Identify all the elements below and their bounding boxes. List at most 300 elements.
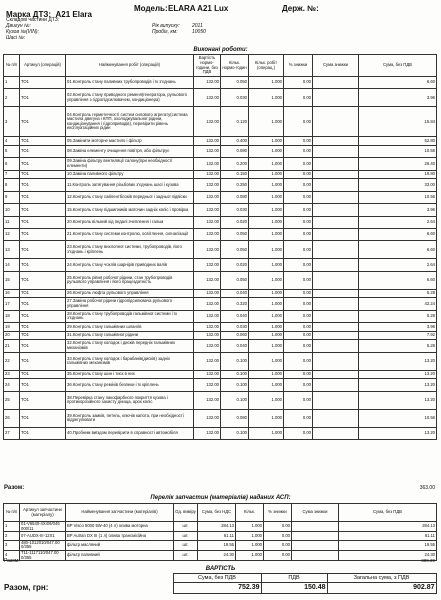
table-row [4,427,437,439]
works-cell-disc: 0.00 [284,137,313,146]
table-row [4,370,437,379]
works-cell-qty: 1.000 [249,271,284,289]
works-cell-name: 29.Контроль стану гальмівних шлангів [66,323,194,332]
works-cell-rate: 132.00 [194,158,221,170]
works-cell-hours: 0.040 [221,289,249,298]
works-cell-qty: 1.000 [249,241,284,259]
works-cell-dsum [313,323,359,332]
works-cell-n: 23 [4,370,20,379]
works-cell-art: ТО1 [20,391,66,409]
works-cell-n: 26 [4,409,20,427]
works-cell-disc: 0.00 [284,352,313,370]
works-cell-disc: 0.00 [284,331,313,340]
table-row [4,170,437,179]
works-col-header: Сума, без ПДВ [359,55,437,77]
works-cell-disc: 0.00 [284,170,313,179]
parts-total-row [3,558,436,564]
parts-col-header: № п/п [4,504,20,522]
works-cell-art: ТО1 [20,379,66,391]
works-cell-sum: 6.60 [359,241,437,259]
works-cell-sum: 13.20 [359,427,437,439]
works-cell-rate: 132.00 [194,391,221,409]
works-cell-rate: 132.00 [194,259,221,271]
parts-col-header: Сума, без НДС [198,504,236,522]
works-cell-qty: 1.000 [249,107,284,137]
works-cell-sum: 10.56 [359,145,437,157]
works-cell-qty: 1.000 [249,77,284,89]
works-cell-hours: 0.250 [221,179,249,191]
works-cell-name: 25.Контроль рівня робочої рідини, стан трубопроводів рульового управління і його працездатність [66,271,194,289]
table-row [4,298,437,310]
parts-cell-sum: 284.13 [339,522,437,532]
works-cell-hours: 0.320 [221,298,249,310]
works-cell-hours: 0.030 [221,89,249,107]
year-label: Рік випуску: [152,23,180,29]
works-cell-qty: 1.000 [249,89,284,107]
works-cell-hours: 0.100 [221,370,249,379]
parts-cell-dsum [292,532,339,541]
parts-cell-unit: шт. [174,550,198,560]
works-cell-rate: 132.00 [194,379,221,391]
works-cell-art: ТО1 [20,298,66,310]
parts-cell-sum: 61.11 [339,532,437,541]
works-cell-n: 12 [4,228,20,240]
works-cell-dsum [313,331,359,340]
parts-cell-qty: 1.000 [236,540,264,550]
works-cell-n: 4 [4,137,20,146]
works-cell-rate: 132.00 [194,170,221,179]
works-cell-name: 36.Контроль стану ремінів безпеки і їх кріплень [66,379,194,391]
works-cell-sum: 13.20 [359,370,437,379]
works-cell-dsum [313,289,359,298]
works-cell-dsum [313,170,359,179]
works-cell-n: 7 [4,170,20,179]
table-row [4,259,437,271]
works-cell-n: 18 [4,310,20,322]
works-cell-dsum [313,340,359,352]
works-cell-name: 09.Заміна фільтру вентиляції салону(при необхідності елементи) [66,158,194,170]
works-cell-name: 32.Контроль стану колодок і дисків передніх гальмівних механізмів [66,340,194,352]
works-cell-name: 08.Заміна елементу очищення повітря, або фільтрує [66,145,194,157]
works-cell-disc: 0.00 [284,370,313,379]
works-cell-disc: 0.00 [284,191,313,203]
works-cell-n: 19 [4,323,20,332]
parts-cell-price: 284.13 [198,522,236,532]
works-cell-qty: 1.000 [249,370,284,379]
parts-col-header: Кільк. [236,504,264,522]
works-cell-art: ТО1 [20,323,66,332]
works-cell-dsum [313,179,359,191]
parts-cell-price: 24.30 [198,550,236,560]
mileage-value: 10050 [192,29,206,35]
works-cell-qty: 1.000 [249,391,284,409]
table-row [4,323,437,332]
works-cell-art: ТО1 [20,179,66,191]
summary-title: ВАРТІСТЬ [205,566,236,572]
works-cell-hours: 0.080 [221,191,249,203]
table-row [4,391,437,409]
table-row [4,331,437,340]
parts-col-header: Артикул запчастини (матеріалу) [20,504,66,522]
works-cell-qty: 1.000 [249,289,284,298]
works-cell-sum: 13.20 [359,391,437,409]
works-cell-n: 14 [4,259,20,271]
works-cell-dsum [313,158,359,170]
works-cell-dsum [313,298,359,310]
works-cell-n: 8 [4,179,20,191]
works-cell-dsum [313,391,359,409]
works-cell-sum: 6.60 [359,228,437,240]
works-cell-hours: 0.040 [221,310,249,322]
works-cell-dsum [313,204,359,216]
works-cell-dsum [313,145,359,157]
works-cell-hours: 0.040 [221,340,249,352]
parts-cell-sum: 24.30 [339,550,437,560]
parts-col-header: Сума, без ПДВ [339,504,437,522]
works-cell-name: 02.Контроль стану приводного ременя(генератора, рульового управління з гідропідсилювачем, кондиціонера) [66,89,194,107]
parts-col-header: Од. виміру [174,504,198,522]
works-col-header: Кільк. робіт (операц.) [249,55,284,77]
works-cell-disc: 0.00 [284,216,313,228]
works-cell-name: 28.Контроль стану трубопроводів гальмівної системи і їх з'єднань [66,310,194,322]
works-cell-art: ТО1 [20,427,66,439]
works-cell-rate: 132.00 [194,179,221,191]
works-cell-dsum [313,216,359,228]
works-cell-sum: 2.64 [359,216,437,228]
works-cell-sum: 42.24 [359,298,437,310]
table-row [4,310,437,322]
works-cell-art: ТО1 [20,191,66,203]
works-cell-hours: 0.030 [221,204,249,216]
works-cell-name: 12.Контроль стану сайлентблоків передньої і задньої підвіски [66,191,194,203]
works-cell-qty: 1.000 [249,409,284,427]
works-cell-disc: 0.00 [284,427,313,439]
works-cell-art: ТО1 [20,204,66,216]
make-value: A21 Elara [55,10,92,19]
works-cell-qty: 1.000 [249,170,284,179]
table-row [4,289,437,298]
works-cell-disc: 0.00 [284,340,313,352]
works-cell-n: 6 [4,158,20,170]
works-cell-rate: 132.00 [194,331,221,340]
works-cell-hours: 0.400 [221,137,249,146]
parts-cell-price: 19.55 [198,540,236,550]
works-cell-n: 20 [4,331,20,340]
works-cell-art: ТО1 [20,370,66,379]
works-cell-art: ТО1 [20,271,66,289]
works-col-header: Артикул (операцій) [20,55,66,77]
works-cell-disc: 0.00 [284,77,313,89]
parts-cell-disc: 0.00 [264,532,292,541]
parts-cell-name: фільтр паливний [66,550,174,560]
works-cell-rate: 132.00 [194,77,221,89]
works-col-header: Найменування робіт (операцій) [66,55,194,77]
works-cell-art: ТО1 [20,158,66,170]
parts-col-header: Найменування запчастини (матеріалів) [66,504,174,522]
works-cell-art: ТО1 [20,331,66,340]
works-cell-sum: 5.28 [359,289,437,298]
works-cell-n: 2 [4,89,20,107]
table-row [4,241,437,259]
works-cell-qty: 1.000 [249,179,284,191]
summary-vat: 150.48 [261,583,327,594]
works-table [3,54,437,440]
table-row [4,77,437,89]
works-cell-dsum [313,379,359,391]
works-cell-disc: 0.00 [284,158,313,170]
works-cell-rate: 132.00 [194,271,221,289]
parts-cell-dsum [292,522,339,532]
works-cell-rate: 132.00 [194,107,221,137]
parts-col-header: % знижки [264,504,292,522]
works-cell-art: ТО1 [20,145,66,157]
works-cell-disc: 0.00 [284,179,313,191]
works-cell-rate: 132.00 [194,289,221,298]
works-cell-qty: 1.000 [249,145,284,157]
works-cell-hours: 0.100 [221,427,249,439]
works-cell-art: ТО1 [20,289,66,298]
parts-cell-unit: шт. [174,522,198,532]
make-label: Марка ДТЗ: [6,10,52,19]
works-cell-n: 21 [4,340,20,352]
works-cell-dsum [313,241,359,259]
parts-cell-art: 07-AUDX-III-12X1 [20,532,66,541]
works-cell-name: 31.Контроль стану гальмівної рідини [66,331,194,340]
works-cell-disc: 0.00 [284,298,313,310]
parts-cell-name: BP Autran DX III (1 л) олива трансмісійна [66,532,174,541]
works-cell-art: ТО1 [20,89,66,107]
works-cell-hours: 0.050 [221,241,249,259]
works-cell-art: ТО1 [20,77,66,89]
parts-table [3,503,437,561]
works-cell-disc: 0.00 [284,409,313,427]
works-cell-name: 27.Заміна робочої рідини гідропідсилювача рульового управління [66,298,194,310]
works-cell-sum: 19.80 [359,170,437,179]
works-col-header: % знижки [284,55,313,77]
works-cell-hours: 0.020 [221,216,249,228]
parts-total-label: Разом: [4,558,20,564]
table-row [4,179,437,191]
parts-total-value: 389.39 [421,558,435,563]
works-cell-qty: 1.000 [249,379,284,391]
works-cell-qty: 1.000 [249,323,284,332]
works-cell-sum: 3.96 [359,89,437,107]
works-cell-qty: 1.000 [249,204,284,216]
parts-cell-n: 2 [4,532,20,541]
parts-cell-disc: 0.00 [264,522,292,532]
works-cell-sum: 3.96 [359,323,437,332]
works-cell-hours: 0.150 [221,170,249,179]
parts-cell-name: фільтр масляний [66,540,174,550]
works-cell-hours: 0.120 [221,107,249,137]
table-row [4,228,437,240]
model-label: Модель: [134,4,168,13]
works-cell-sum: 13.20 [359,379,437,391]
works-cell-name: 38.Перевірка стану лакофарбного покриття кузова і протикорозійного захисту днища, арок коліс [66,391,194,409]
works-cell-n: 3 [4,107,20,137]
works-col-header: № п/п [4,55,20,77]
table-row [4,107,437,137]
summary-col-sum: Сума, без ПДВ [173,574,261,583]
works-cell-sum: 6.60 [359,77,437,89]
works-cell-name: 21.Контроль стану системи контролю, освітлення, сигналізації [66,228,194,240]
works-cell-dsum [313,427,359,439]
works-cell-name: 10.Заміна паливного фільтру [66,170,194,179]
parts-cell-qty: 1.000 [236,532,264,541]
works-cell-name: 23.Контроль стану вихлопної системи, трубопроводів, його з'єднань і кріплень [66,241,194,259]
works-cell-rate: 132.00 [194,323,221,332]
works-cell-rate: 132.00 [194,89,221,107]
works-cell-disc: 0.00 [284,107,313,137]
works-cell-qty: 1.000 [249,331,284,340]
works-cell-rate: 132.00 [194,137,221,146]
works-cell-name: 39.Контроль замків, петель, ключів капота, при необхідності відрегулювати [66,409,194,427]
works-cell-name: 20.Контроль вільний хід педалі зчеплення і гальм [66,216,194,228]
engine-label: Двигун №: [6,23,31,29]
chassis-label: Шасі №: [6,35,26,41]
table-row [4,89,437,107]
works-cell-name: 26.Контроль люфта рульового управління [66,289,194,298]
works-col-header: Сума знижки [313,55,359,77]
works-cell-rate: 132.00 [194,310,221,322]
works-cell-sum: 15.84 [359,107,437,137]
works-cell-qty: 1.000 [249,259,284,271]
summary-col-vat: ПДВ [261,574,327,583]
works-cell-rate: 132.00 [194,145,221,157]
parts-cell-sum: 19.55 [339,540,437,550]
body-label: Кузов №(VIN): [6,29,39,35]
parts-col-header: Сума знижки [292,504,339,522]
works-cell-n: 25 [4,391,20,409]
parts-cell-n: 1 [4,522,20,532]
works-cell-dsum [313,107,359,137]
works-cell-sum: 5.28 [359,340,437,352]
works-cell-name: 01.Контроль стану паливних трубопроводів і їх з'єднань [66,77,194,89]
summary-label: Разом, грн: [4,582,49,592]
works-cell-disc: 0.00 [284,241,313,259]
works-cell-art: ТО1 [20,310,66,322]
parts-cell-disc: 0.00 [264,540,292,550]
works-cell-art: ТО1 [20,216,66,228]
works-cell-disc: 0.00 [284,259,313,271]
works-cell-qty: 1.000 [249,352,284,370]
model-value: ELARA A21 Lux [168,4,229,13]
parts-cell-art: T11-1117110/047.00 0/355 [20,550,66,560]
works-cell-dsum [313,259,359,271]
parts-cell-disc: 0.00 [264,550,292,560]
table-row [4,271,437,289]
works-cell-dsum [313,137,359,146]
summary-total: 902.87 [327,583,436,594]
works-cell-rate: 132.00 [194,427,221,439]
works-cell-art: ТО1 [20,228,66,240]
works-col-header: Кільк. нормо-годин [221,55,249,77]
works-cell-n: 24 [4,379,20,391]
summary-sum: 752.39 [173,583,261,594]
works-cell-hours: 0.100 [221,352,249,370]
works-cell-sum: 33.00 [359,179,437,191]
works-cell-hours: 0.080 [221,409,249,427]
table-row [4,532,437,541]
works-cell-name: 35.Контроль стану шин і тиск в них [66,370,194,379]
works-cell-qty: 1.000 [249,137,284,146]
works-cell-art: ТО1 [20,352,66,370]
works-cell-art: ТО1 [20,107,66,137]
works-cell-n: 16 [4,289,20,298]
works-cell-dsum [313,370,359,379]
works-cell-art: ТО1 [20,259,66,271]
works-cell-hours: 0.060 [221,331,249,340]
works-cell-qty: 1.000 [249,340,284,352]
works-cell-rate: 132.00 [194,409,221,427]
table-row [4,340,437,352]
parts-label: Складові частини ДТЗ: [6,17,60,23]
works-cell-n: 15 [4,271,20,289]
works-cell-n: 9 [4,191,20,203]
works-cell-disc: 0.00 [284,271,313,289]
works-cell-art: ТО1 [20,340,66,352]
table-row [4,137,437,146]
works-cell-qty: 1.000 [249,158,284,170]
parts-cell-unit: шт. [174,532,198,541]
works-cell-rate: 132.00 [194,352,221,370]
works-cell-hours: 0.100 [221,391,249,409]
parts-cell-name: BP Visco 5000 5W-40 (4 л) олива моторна [66,522,174,532]
works-cell-qty: 1.000 [249,427,284,439]
works-cell-hours: 0.050 [221,271,249,289]
table-row [4,352,437,370]
parts-cell-unit: шт. [174,540,198,550]
table-row [4,522,437,532]
works-cell-name: 33.Контроль стану колодок і барабанів(дисків) задніх гальмівних механізмів [66,352,194,370]
works-cell-dsum [313,310,359,322]
table-row [4,409,437,427]
works-cell-rate: 132.00 [194,241,221,259]
works-cell-n: 5 [4,145,20,157]
works-cell-name: 05.Замінити моторне мастило і фільтр [66,137,194,146]
works-cell-disc: 0.00 [284,289,313,298]
works-cell-dsum [313,89,359,107]
works-cell-hours: 0.050 [221,228,249,240]
works-cell-disc: 0.00 [284,145,313,157]
works-cell-hours: 0.020 [221,259,249,271]
parts-cell-art: 01-V6540-4X4/6/046 000/11 [20,522,66,532]
works-cell-dsum [313,77,359,89]
works-cell-rate: 132.00 [194,216,221,228]
works-cell-hours: 0.030 [221,323,249,332]
works-cell-rate: 132.00 [194,228,221,240]
table-row [4,191,437,203]
works-cell-n: 11 [4,216,20,228]
parts-cell-dsum [292,540,339,550]
summary-table [3,573,437,594]
works-cell-dsum [313,409,359,427]
parts-cell-n: 3 [4,540,20,550]
works-total-value: 363.00 [419,484,435,491]
works-cell-qty: 1.000 [249,228,284,240]
works-cell-disc: 0.00 [284,391,313,409]
works-cell-art: ТО1 [20,137,66,146]
works-cell-disc: 0.00 [284,204,313,216]
table-row [4,379,437,391]
parts-cell-n: 4 [4,550,20,560]
works-cell-hours: 0.080 [221,145,249,157]
reg-label: Держ. №: [282,4,319,13]
parts-cell-qty: 1.000 [236,550,264,560]
works-cell-disc: 0.00 [284,228,313,240]
works-cell-disc: 0.00 [284,310,313,322]
works-cell-rate: 132.00 [194,298,221,310]
